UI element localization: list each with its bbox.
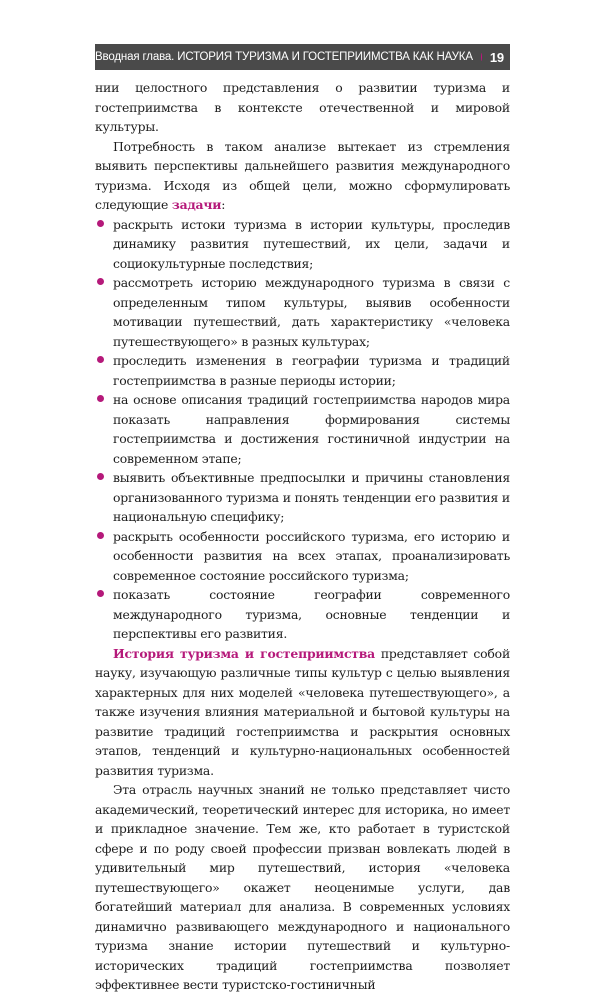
bullet-icon [97,278,104,285]
list-item [95,351,510,390]
definition-text: представляет собой науку, изучающую различные типы культур с целью выявления характерных для них моделей «человека путешествующего», а также изучения влияния материальной и бытовой культуры на развитие традиций гостеприимства и раскрытия основных этапов, тенденций и культурно-национальных особенностей развития туризма. [95,645,510,778]
page-number: 19 [489,49,504,65]
list-item [95,215,510,274]
bullet-icon [97,395,104,402]
tasks-keyword: задачи [171,197,222,212]
bullet-icon [97,220,104,227]
paragraph-tasks-intro [95,137,510,215]
list-item-text: на основе описания традиций гостеприимства народов мира показать направления формирования системы гостеприимства и достижения гостиничной индустрии на современном этапе; [113,392,510,466]
definition-keyword: История туризма и гостеприимства [113,645,376,661]
list-item [95,468,510,527]
bullet-icon [97,473,104,480]
bullet-icon [97,356,104,363]
list-item [95,527,510,586]
paragraph-continuation: нии целостного представления о развитии туризма и гостеприимства в контексте отечественной и мировой культуры. [95,80,510,134]
bullet-icon [97,532,104,539]
list-item-text: проследить изменения в географии туризма и традиций гостеприимства в разные периоды истории; [113,353,510,388]
list-item-text: показать состояние географии современного международного туризма, основные тенденции и перспективы его развития. [113,587,510,641]
running-header [95,44,510,70]
bullet-icon [97,590,104,597]
tasks-intro-text: Потребность в таком анализе вытекает из стремления выявить перспективы дальнейшего развития международного туризма. Исходя из общей цели, можно сформулировать следующие [95,138,510,212]
chapter-title: Вводная глава. ИСТОРИЯ ТУРИЗМА И ГОСТЕПРИИМСТВА КАК НАУКА [95,51,473,63]
list-item-text: раскрыть особенности российского туризма, его историю и особенности развития на всех этапах, проанализировать современное состояние российского туризма; [113,528,510,583]
list-item-text: раскрыть истоки туризма в истории культуры, проследив динамику развития путешествий, их цели, задачи и социокультурные последствия; [113,216,510,271]
list-item [95,390,510,468]
paragraph-significance: Эта отрасль научных знаний не только представляет чисто академический, теоретический интерес для историка, но имеет и прикладное значение. Тем же, кто работает в туристской сфере и по роду своей профессии призван вовлекать людей в удивительный мир путешествий, история «человека путешествующего» окажет неоценимые услуги, дав богатейший материал для анализа. В современных условиях динамично развивающего международного и национального туризма знание истории путешествий и культурно-исторических традиций гостеприимства позволяет эффективнее вести туристско-гостиничный [95,782,510,992]
list-item-text: рассмотреть историю международного туризма в связи с определенным типом культуры, выявив особенности мотивации путешествий, дать характеристику «человека путешествующего» в разных культурах; [113,275,510,349]
page-body [95,78,510,995]
bullet-dot-icon [481,53,482,61]
list-item [95,273,510,351]
tasks-list [95,215,510,644]
tasks-intro-colon: : [221,197,226,212]
list-item [95,585,510,644]
list-item-text: выявить объективные предпосылки и причины становления организованного туризма и понять тенденции его развития и национальную специфику; [113,470,510,524]
paragraph-definition [95,644,510,781]
